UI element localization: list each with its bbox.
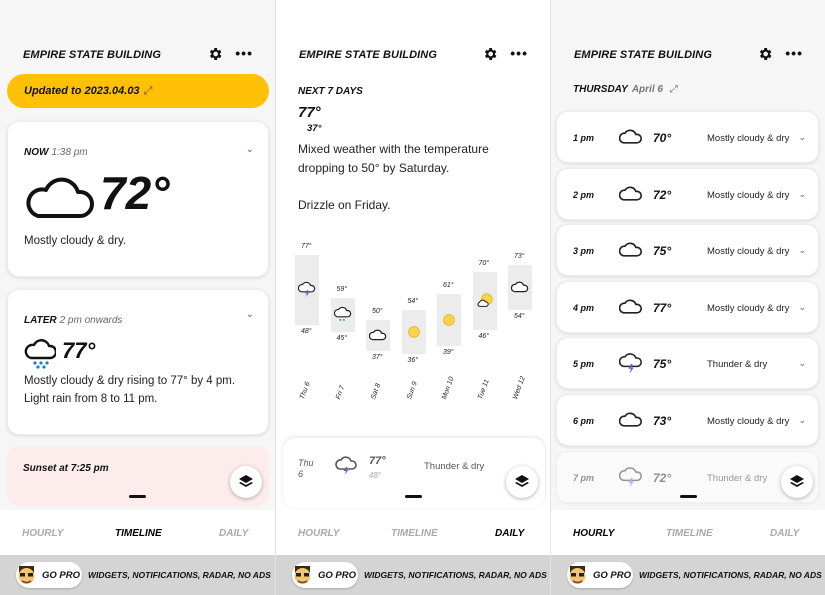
top-bar bbox=[276, 40, 550, 70]
chevron-down-icon[interactable]: ⌄ bbox=[245, 144, 254, 155]
tab-daily[interactable]: DAILY bbox=[495, 528, 525, 539]
location-title[interactable]: EMPIRE STATE BUILDING bbox=[299, 49, 437, 61]
layers-icon bbox=[514, 474, 530, 490]
now-time: 1:38 pm bbox=[51, 147, 88, 158]
hour-condition: Mostly cloudy & dry bbox=[707, 246, 790, 258]
promo-text: WIDGETS, NOTIFICATIONS, RADAR, NO ADS bbox=[639, 570, 822, 580]
thunder-cloud-icon bbox=[298, 281, 316, 299]
layers-button[interactable] bbox=[506, 466, 538, 498]
day-high-label: 50° bbox=[372, 308, 383, 315]
drizzle-cloud-icon bbox=[334, 306, 352, 324]
later-time: 2 pm onwards bbox=[59, 315, 123, 326]
cloud-icon bbox=[619, 126, 643, 155]
more-dots-icon[interactable]: ••• bbox=[510, 45, 528, 61]
sun-icon bbox=[405, 323, 423, 341]
timeline-screen bbox=[0, 0, 275, 595]
daily-content[interactable] bbox=[276, 0, 550, 510]
detail-high: 77° bbox=[369, 455, 386, 467]
hourly-content[interactable] bbox=[551, 0, 825, 510]
day-high-label: 59° bbox=[336, 286, 348, 294]
mascot-icon bbox=[565, 563, 590, 587]
sunset-text: Sunset at 7:25 pm bbox=[23, 463, 109, 474]
day-name-label: Sun 9 bbox=[405, 380, 419, 401]
sun-icon bbox=[440, 311, 458, 329]
hour-condition: Thunder & dry bbox=[707, 359, 768, 371]
detail-condition: Thunder & dry bbox=[424, 461, 485, 472]
later-label bbox=[24, 315, 122, 326]
expand-icon[interactable]: ⤢ bbox=[143, 85, 153, 97]
hour-condition: Mostly cloudy & dry bbox=[707, 302, 790, 314]
week-summary bbox=[298, 140, 538, 215]
layers-button[interactable] bbox=[781, 466, 813, 498]
tab-timeline[interactable]: TIMELINE bbox=[391, 528, 438, 539]
now-label bbox=[24, 147, 88, 158]
day-low-label: 46° bbox=[478, 332, 490, 340]
later-description-1: Mostly cloudy & dry rising to 77° by 4 pm. bbox=[24, 375, 236, 387]
go-pro-button[interactable] bbox=[292, 562, 358, 588]
promo-bar[interactable] bbox=[0, 555, 275, 595]
now-description: Mostly cloudy & dry. bbox=[24, 235, 127, 247]
day-name-label: Wed 12 bbox=[512, 375, 527, 401]
hour-temperature: 72° bbox=[653, 470, 672, 485]
hour-condition: Mostly cloudy & dry bbox=[707, 416, 790, 427]
gear-icon[interactable] bbox=[207, 46, 223, 62]
later-card[interactable] bbox=[7, 289, 269, 435]
layers-icon bbox=[789, 474, 805, 490]
hour-temperature: 72° bbox=[653, 187, 672, 202]
tab-daily[interactable]: DAILY bbox=[770, 528, 800, 539]
mascot-icon bbox=[290, 563, 315, 587]
hour-condition: Thunder & dry bbox=[707, 472, 768, 484]
chevron-down-icon[interactable]: ⌄ bbox=[798, 132, 806, 142]
timeline-content[interactable] bbox=[0, 0, 275, 510]
later-temperature: 77° bbox=[62, 338, 96, 363]
tab-timeline[interactable]: TIMELINE bbox=[115, 528, 162, 539]
day-high-label: 77° bbox=[301, 243, 312, 251]
day-high-label: 54° bbox=[407, 298, 419, 306]
hourly-row[interactable] bbox=[556, 394, 819, 446]
hour-time: 7 pm bbox=[573, 472, 595, 483]
day-low-label: 37° bbox=[372, 354, 383, 362]
day-high-label: 70° bbox=[478, 260, 490, 267]
tab-hourly[interactable]: HOURLY bbox=[298, 528, 340, 539]
mascot-icon bbox=[14, 563, 39, 587]
cloud-icon bbox=[619, 296, 643, 325]
partly-sunny-icon bbox=[476, 292, 494, 310]
hour-time: 5 pm bbox=[573, 359, 595, 370]
day-name-label: Thu 6 bbox=[299, 381, 312, 401]
cloud-icon bbox=[369, 327, 387, 345]
top-bar bbox=[551, 40, 825, 70]
tab-bar bbox=[551, 510, 825, 555]
go-pro-button[interactable] bbox=[567, 562, 633, 588]
hour-time: 3 pm bbox=[573, 246, 595, 257]
layers-button[interactable] bbox=[230, 466, 262, 498]
chevron-down-icon[interactable]: ⌄ bbox=[798, 415, 806, 425]
thunder-cloud-icon bbox=[335, 456, 357, 476]
promo-text: WIDGETS, NOTIFICATIONS, RADAR, NO ADS bbox=[364, 570, 547, 580]
day-high-label: 73° bbox=[514, 252, 525, 260]
go-pro-label: GO PRO bbox=[42, 570, 81, 581]
rain-cloud-icon bbox=[24, 339, 56, 369]
daily-screen bbox=[275, 0, 550, 595]
hour-time: 6 pm bbox=[573, 416, 595, 426]
promo-bar[interactable] bbox=[276, 555, 550, 595]
more-dots-icon[interactable]: ••• bbox=[785, 45, 803, 61]
top-bar bbox=[0, 40, 275, 70]
week-high: 77° bbox=[298, 104, 321, 121]
chevron-down-icon[interactable]: ⌄ bbox=[798, 188, 806, 199]
tab-daily[interactable]: DAILY bbox=[219, 528, 249, 539]
hour-condition: Mostly cloudy & dry bbox=[707, 133, 790, 144]
day-name-label: Sat 8 bbox=[370, 382, 383, 401]
more-dots-icon[interactable]: ••• bbox=[235, 45, 253, 61]
drag-handle[interactable] bbox=[129, 495, 146, 498]
gear-icon[interactable] bbox=[757, 46, 773, 62]
expand-icon[interactable]: ⤢ bbox=[669, 84, 678, 95]
hourly-day: THURSDAY bbox=[573, 84, 628, 95]
now-temperature: 72° bbox=[100, 167, 170, 219]
tab-hourly[interactable]: HOURLY bbox=[573, 528, 615, 539]
detail-day bbox=[298, 458, 314, 480]
hourly-screen bbox=[550, 0, 825, 595]
day-low-label: 36° bbox=[407, 356, 419, 364]
hourly-row[interactable] bbox=[556, 281, 819, 333]
go-pro-label: GO PRO bbox=[593, 570, 632, 581]
day-low-label: 48° bbox=[301, 327, 312, 335]
chevron-down-icon[interactable]: ⌄ bbox=[798, 245, 806, 256]
chevron-down-icon[interactable]: ⌄ bbox=[798, 358, 806, 369]
cloud-icon bbox=[24, 174, 94, 220]
updated-banner[interactable] bbox=[7, 74, 269, 108]
hour-time: 2 pm bbox=[573, 189, 595, 200]
tab-timeline[interactable]: TIMELINE bbox=[666, 528, 713, 539]
location-title[interactable]: EMPIRE STATE BUILDING bbox=[23, 49, 161, 61]
hour-temperature: 70° bbox=[653, 131, 672, 145]
promo-bar[interactable] bbox=[551, 555, 825, 595]
cloud-icon bbox=[619, 183, 643, 212]
detail-low: 48° bbox=[369, 471, 382, 480]
hourly-row[interactable] bbox=[556, 168, 819, 220]
day-name-label: Fri 7 bbox=[334, 384, 346, 401]
drag-handle[interactable] bbox=[405, 495, 422, 498]
day-low-label: 39° bbox=[443, 349, 454, 357]
hourly-date: April 6 bbox=[631, 84, 663, 95]
day-low-label: 54° bbox=[514, 313, 525, 321]
cloud-icon bbox=[619, 409, 643, 438]
week-low: 37° bbox=[307, 123, 322, 134]
next-days-heading: NEXT 7 DAYS bbox=[298, 86, 363, 97]
drag-handle[interactable] bbox=[680, 495, 697, 498]
tab-bar bbox=[0, 510, 275, 555]
summary-line-2: Drizzle on Friday. bbox=[298, 198, 391, 212]
hour-condition: Mostly cloudy & dry bbox=[707, 189, 790, 201]
hourly-row[interactable] bbox=[556, 224, 819, 276]
promo-text: WIDGETS, NOTIFICATIONS, RADAR, NO ADS bbox=[88, 570, 271, 580]
hourly-row[interactable] bbox=[556, 111, 819, 163]
go-pro-button[interactable] bbox=[16, 562, 82, 588]
later-title: LATER bbox=[24, 315, 57, 326]
tab-bar bbox=[276, 510, 550, 555]
go-pro-label: GO PRO bbox=[318, 570, 357, 581]
day-name-label: Mon 10 bbox=[441, 376, 456, 401]
chevron-down-icon[interactable]: ⌄ bbox=[798, 301, 806, 312]
day-high-label: 61° bbox=[443, 281, 454, 289]
now-card[interactable] bbox=[7, 121, 269, 277]
layers-icon bbox=[238, 474, 254, 490]
detail-day-name: Thu bbox=[298, 458, 314, 468]
detail-day-date: 6 bbox=[298, 469, 304, 479]
hour-temperature: 75° bbox=[653, 244, 672, 259]
updated-text: Updated to 2023.04.03 bbox=[24, 85, 140, 97]
tab-hourly[interactable]: HOURLY bbox=[22, 528, 64, 539]
hour-time: 4 pm bbox=[573, 302, 595, 313]
hour-temperature: 73° bbox=[653, 414, 672, 428]
hourly-day-heading bbox=[573, 84, 678, 95]
later-description-2: Light rain from 8 to 11 pm. bbox=[24, 393, 158, 405]
now-title: NOW bbox=[24, 147, 49, 158]
summary-line-1: Mixed weather with the temperature dropping to 50° by Saturday. bbox=[298, 142, 489, 175]
chevron-down-icon[interactable]: ⌄ bbox=[245, 309, 254, 320]
hour-time: 1 pm bbox=[573, 133, 595, 143]
hour-temperature: 75° bbox=[653, 357, 672, 372]
day-name-label: Tue 11 bbox=[476, 378, 491, 401]
cloud-icon bbox=[511, 279, 529, 297]
thunder-cloud-icon bbox=[619, 466, 643, 495]
location-title[interactable]: EMPIRE STATE BUILDING bbox=[574, 49, 712, 61]
gear-icon[interactable] bbox=[482, 46, 498, 62]
thunder-cloud-icon bbox=[619, 352, 643, 381]
hour-temperature: 77° bbox=[653, 300, 672, 315]
hourly-row[interactable] bbox=[556, 337, 819, 389]
cloud-icon bbox=[619, 239, 643, 268]
day-low-label: 45° bbox=[336, 335, 348, 342]
